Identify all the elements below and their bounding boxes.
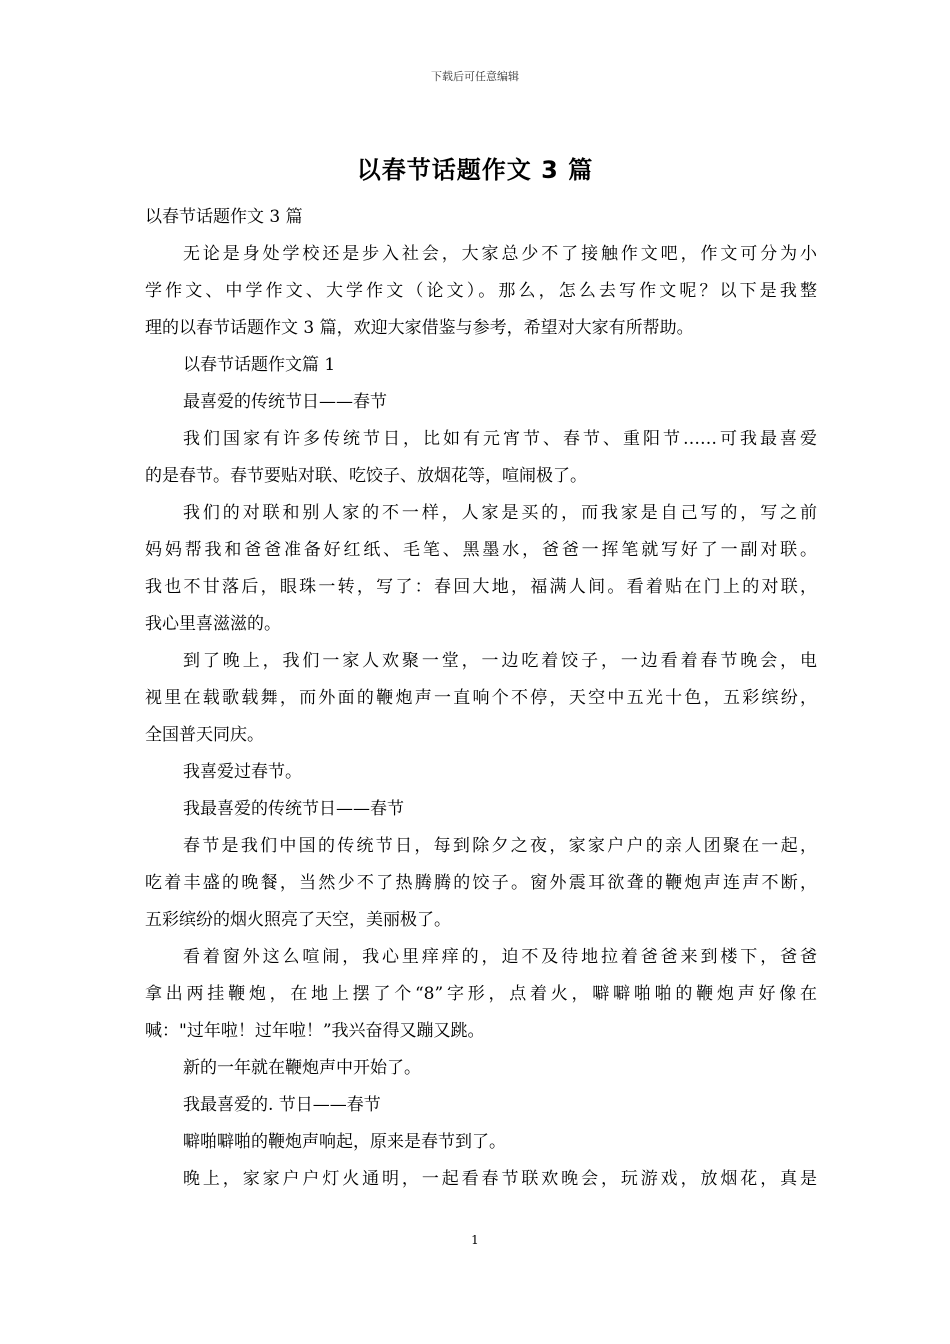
page-header: 下载后可任意编辑 xyxy=(431,70,519,83)
text-line: 我们国家有许多传统节日，比如有元宵节、春节、重阳节……可我最喜爱 xyxy=(183,429,817,449)
text-line: 新的一年就在鞭炮声中开始了。 xyxy=(183,1058,421,1078)
text-line: 我们的对联和别人家的不一样，人家是买的，而我家是自己写的，写之前 xyxy=(183,503,817,523)
text-line: 以春节话题作文篇 1 xyxy=(183,355,336,375)
text-line: 视里在载歌载舞，而外面的鞭炮声一直响个不停，天空中五光十色，五彩缤纷， xyxy=(145,688,817,708)
page-number: 1 xyxy=(471,1233,479,1247)
text-line: 的是春节。春节要贴对联、吃饺子、放烟花等，喧闹极了。 xyxy=(145,466,587,486)
document-title: 以春节话题作文 3 篇 xyxy=(356,156,594,184)
text-line: 妈妈帮我和爸爸准备好红纸、毛笔、黑墨水，爸爸一挥笔就写好了一副对联。 xyxy=(145,540,817,560)
text-line: 吃着丰盛的晚餐，当然少不了热腾腾的饺子。窗外震耳欲聋的鞭炮声连声不断， xyxy=(145,873,817,893)
text-line: 五彩缤纷的烟火照亮了天空，美丽极了。 xyxy=(145,910,451,930)
text-line: 拿出两挂鞭炮，在地上摆了个“8”字形，点着火，噼噼啪啪的鞭炮声好像在 xyxy=(145,984,817,1004)
text-line: 全国普天同庆。 xyxy=(145,725,264,745)
text-line: 晚上，家家户户灯火通明，一起看春节联欢晚会，玩游戏，放烟花，真是 xyxy=(183,1169,817,1189)
document-body xyxy=(145,199,817,1198)
text-line: 春节是我们中国的传统节日，每到除夕之夜，家家户户的亲人团聚在一起， xyxy=(183,836,817,856)
text-line: 理的以春节话题作文 3 篇，欢迎大家借鉴与参考，希望对大家有所帮助。 xyxy=(145,318,694,338)
text-line: 以春节话题作文 3 篇 xyxy=(145,207,303,227)
text-line: 噼啪噼啪的鞭炮声响起，原来是春节到了。 xyxy=(183,1132,506,1152)
text-line: 到了晚上，我们一家人欢聚一堂，一边吃着饺子，一边看着春节晚会，电 xyxy=(183,651,817,671)
text-line: 我最喜爱的传统节日——春节 xyxy=(183,799,404,819)
text-line: 我心里喜滋滋的。 xyxy=(145,614,281,634)
text-line: 看着窗外这么喧闹，我心里痒痒的，迫不及待地拉着爸爸来到楼下，爸爸 xyxy=(183,947,817,967)
text-line: 喊："过年啦！过年啦！”我兴奋得又蹦又跳。 xyxy=(145,1021,485,1041)
text-line: 我最喜爱的. 节日——春节 xyxy=(183,1095,381,1115)
text-line: 我喜爱过春节。 xyxy=(183,762,302,782)
text-line: 我也不甘落后，眼珠一转，写了：春回大地，福满人间。看着贴在门上的对联， xyxy=(145,577,817,597)
text-line: 无论是身处学校还是步入社会，大家总少不了接触作文吧，作文可分为小 xyxy=(183,244,817,264)
text-line: 学作文、中学作文、大学作文（论文）。那么，怎么去写作文呢？以下是我整 xyxy=(145,281,817,301)
text-line: 最喜爱的传统节日——春节 xyxy=(183,392,387,412)
